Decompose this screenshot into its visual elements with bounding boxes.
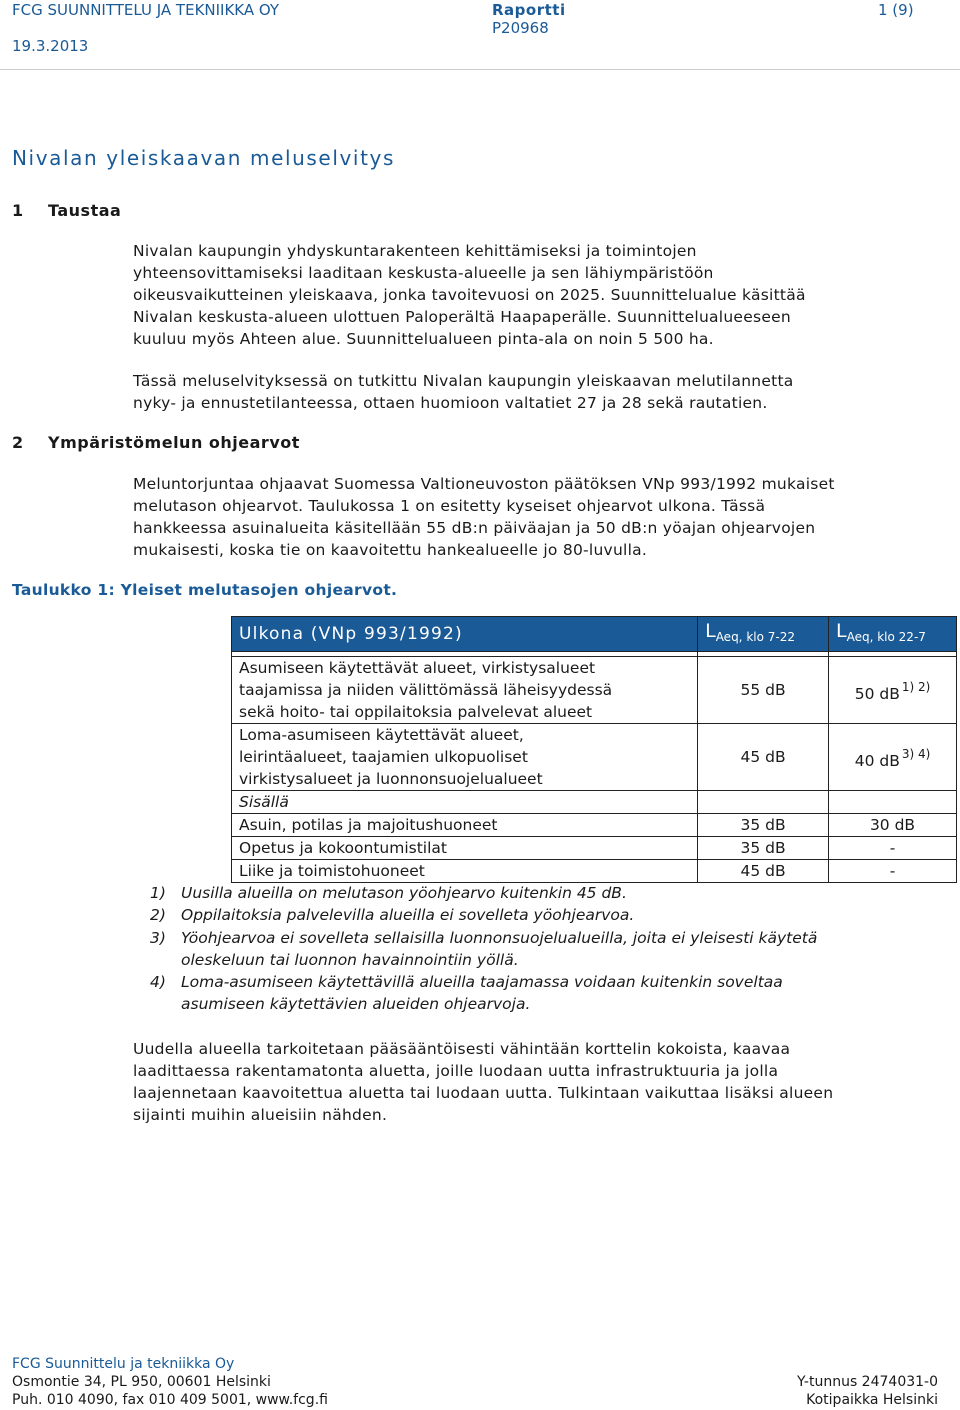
section-1-paragraph-1: [133, 240, 948, 350]
table-header-day: $L_{Aeq, klo 7-22}$: [698, 617, 829, 652]
text-line: Meluntorjuntaa ohjaavat Suomessa Valtioneuvoston päätöksen VNp 993/1992 mukaiset: [133, 475, 835, 493]
table-cell-night: 30 dB: [829, 814, 957, 837]
text-line: hankkeessa asuinalueita käsitellään 55 dB:n päiväajan ja 50 dB:n yöajan ohjearvojen: [133, 519, 816, 537]
text-line: Tässä meluselvityksessä on tutkittu Nivalan kaupungin yleiskaavan melutilannetta: [133, 372, 794, 390]
footnote-3: [150, 927, 950, 971]
footnote-text: Loma-asumiseen käytettävillä alueilla taajamassa voidaan kuitenkin soveltaa: [181, 973, 783, 991]
text-line: melutason ohjearvot. Taulukossa 1 on esitetty kyseiset ohjearvot ulkona. Tässä: [133, 497, 766, 515]
table-row-indoor-label: [232, 791, 957, 814]
table-cell-description: Liike ja toimistohuoneet: [232, 860, 698, 883]
table-row: [232, 814, 957, 837]
footnote-text: Oppilaitoksia palvelevilla alueilla ei sovelleta yöohjearvoa.: [181, 906, 635, 924]
footnote-1: [150, 882, 950, 904]
footnote-4: [150, 971, 950, 1015]
table-cell-description: Opetus ja kokoontumistilat: [232, 837, 698, 860]
table-cell-description: Asuin, potilas ja majoitushuoneet: [232, 814, 698, 837]
text-line: Uudella alueella tarkoitetaan pääsääntöisesti vähintään korttelin kokoista, kaavaa: [133, 1040, 791, 1058]
table-cell-description: Asumiseen käytettävät alueet, virkistysalueet taajamissa ja niiden välittömässä läheisyydessä sekä hoito- tai oppilaitoksia palvelevat alueet: [232, 657, 698, 724]
footnote-ref: 1) 2): [901, 679, 931, 694]
section-2-title: Ympäristömelun ohjearvot: [48, 433, 300, 452]
table-header-night: $L_{Aeq, klo 22-7}$: [829, 617, 957, 652]
footer-company: FCG Suunnittelu ja tekniikka Oy: [12, 1356, 235, 1372]
section-2-number: 2: [12, 433, 24, 452]
text-line: Nivalan kaupungin yhdyskuntarakenteen kehittämiseksi ja toimintojen: [133, 242, 697, 260]
footer-address: Osmontie 34, PL 950, 00601 Helsinki: [12, 1374, 271, 1390]
table-cell-empty: [829, 791, 957, 814]
table-row: [232, 837, 957, 860]
table-cell-day: 55 dB: [698, 657, 829, 724]
table-row: [232, 657, 957, 724]
footnote-2: [150, 904, 950, 926]
table-cell-night: -: [829, 837, 957, 860]
document-title: Nivalan yleiskaavan meluselvitys: [12, 146, 395, 170]
footnote-text: asumiseen käytettävien alueiden ohjearvoja.: [181, 995, 531, 1013]
noise-guideline-table: [231, 616, 957, 883]
table-cell-day: 35 dB: [698, 814, 829, 837]
text-line: Nivalan keskusta-alueen ulottuen Paloperältä Haapaperälle. Suunnittelualueeseen: [133, 308, 791, 326]
footer-domicile: Kotipaikka Helsinki: [806, 1392, 938, 1408]
text-line: laadittaessa rakentamatonta aluetta, joille luodaan uutta infrastruktuuria ja jolla: [133, 1062, 779, 1080]
footnote-text: Yöohjearvoa ei sovelleta sellaisilla luonnonsuojelualueilla, joita ei yleisesti käytetä: [181, 929, 818, 947]
text-line: mukaisesti, koska tie on kaavoitettu hankealueelle jo 80-luvulla.: [133, 541, 648, 559]
text-line: kuuluu myös Ahteen alue. Suunnittelualueen pinta-ala on noin 5 500 ha.: [133, 330, 714, 348]
table-header-row: [232, 617, 957, 652]
text-line: sijainti muihin alueisiin nähden.: [133, 1106, 388, 1124]
text-line: oikeusvaikutteinen yleiskaava, jonka tavoitevuosi on 2025. Suunnittelualue käsittää: [133, 286, 806, 304]
text-line: laajennetaan kaavoitettua aluetta tai luodaan uutta. Tulkintaan vaikuttaa lisäksi alueen: [133, 1084, 834, 1102]
section-2-heading: [12, 433, 300, 452]
footnote-number: 3): [150, 929, 166, 947]
table-cell-day: 35 dB: [698, 837, 829, 860]
section-1-number: 1: [12, 201, 24, 220]
footnote-ref: 3) 4): [901, 746, 931, 761]
footnote-number: 1): [150, 884, 166, 902]
header-page-number: 1 (9): [878, 1, 914, 19]
closing-paragraph: [133, 1038, 948, 1126]
header-company: FCG SUUNNITTELU JA TEKNIIKKA OY: [12, 1, 280, 19]
table-header-outdoor: Ulkona (VNp 993/1992): [232, 617, 698, 652]
footnote-number: 2): [150, 906, 166, 924]
header-doc-number: P20968: [492, 19, 549, 37]
footnote-text: oleskeluun tai luonnon havainnointiin yöllä.: [181, 951, 519, 969]
table-cell-day: 45 dB: [698, 860, 829, 883]
footnote-number: 4): [150, 973, 166, 991]
header-divider: [0, 69, 960, 70]
table-cell-night: 40 dB $^{3) 4)}$: [829, 724, 957, 791]
table-cell-empty: [698, 791, 829, 814]
table-cell-description: Loma-asumiseen käytettävät alueet, leirintäalueet, taajamien ulkopuoliset virkistysalueet ja luonnonsuojelualueet: [232, 724, 698, 791]
table-cell-night: -: [829, 860, 957, 883]
footer-contact: Puh. 010 4090, fax 010 409 5001, www.fcg.fi: [12, 1392, 328, 1408]
text-line: nyky- ja ennustetilanteessa, ottaen huomioon valtatiet 27 ja 28 sekä rautatien.: [133, 394, 768, 412]
table-cell-night: 50 dB $^{1) 2)}$: [829, 657, 957, 724]
footnote-text: Uusilla alueilla on melutason yöohjearvo kuitenkin 45 dB.: [181, 884, 627, 902]
section-1-heading: [12, 201, 121, 220]
header-date: 19.3.2013: [12, 37, 89, 55]
table-row: [232, 860, 957, 883]
table-cell-indoor-label: Sisällä: [232, 791, 698, 814]
header-doc-type: Raportti: [492, 1, 566, 19]
section-2-paragraph: [133, 473, 948, 561]
section-1-paragraph-2: [133, 370, 948, 414]
footer-business-id: Y-tunnus 2474031-0: [797, 1374, 938, 1390]
text-line: yhteensovittamiseksi laaditaan keskusta-alueelle ja sen lähiympäristöön: [133, 264, 714, 282]
table-row: [232, 724, 957, 791]
table-caption: Taulukko 1: Yleiset melutasojen ohjearvot.: [12, 581, 398, 599]
table-cell-day: 45 dB: [698, 724, 829, 791]
section-1-title: Taustaa: [48, 201, 122, 220]
